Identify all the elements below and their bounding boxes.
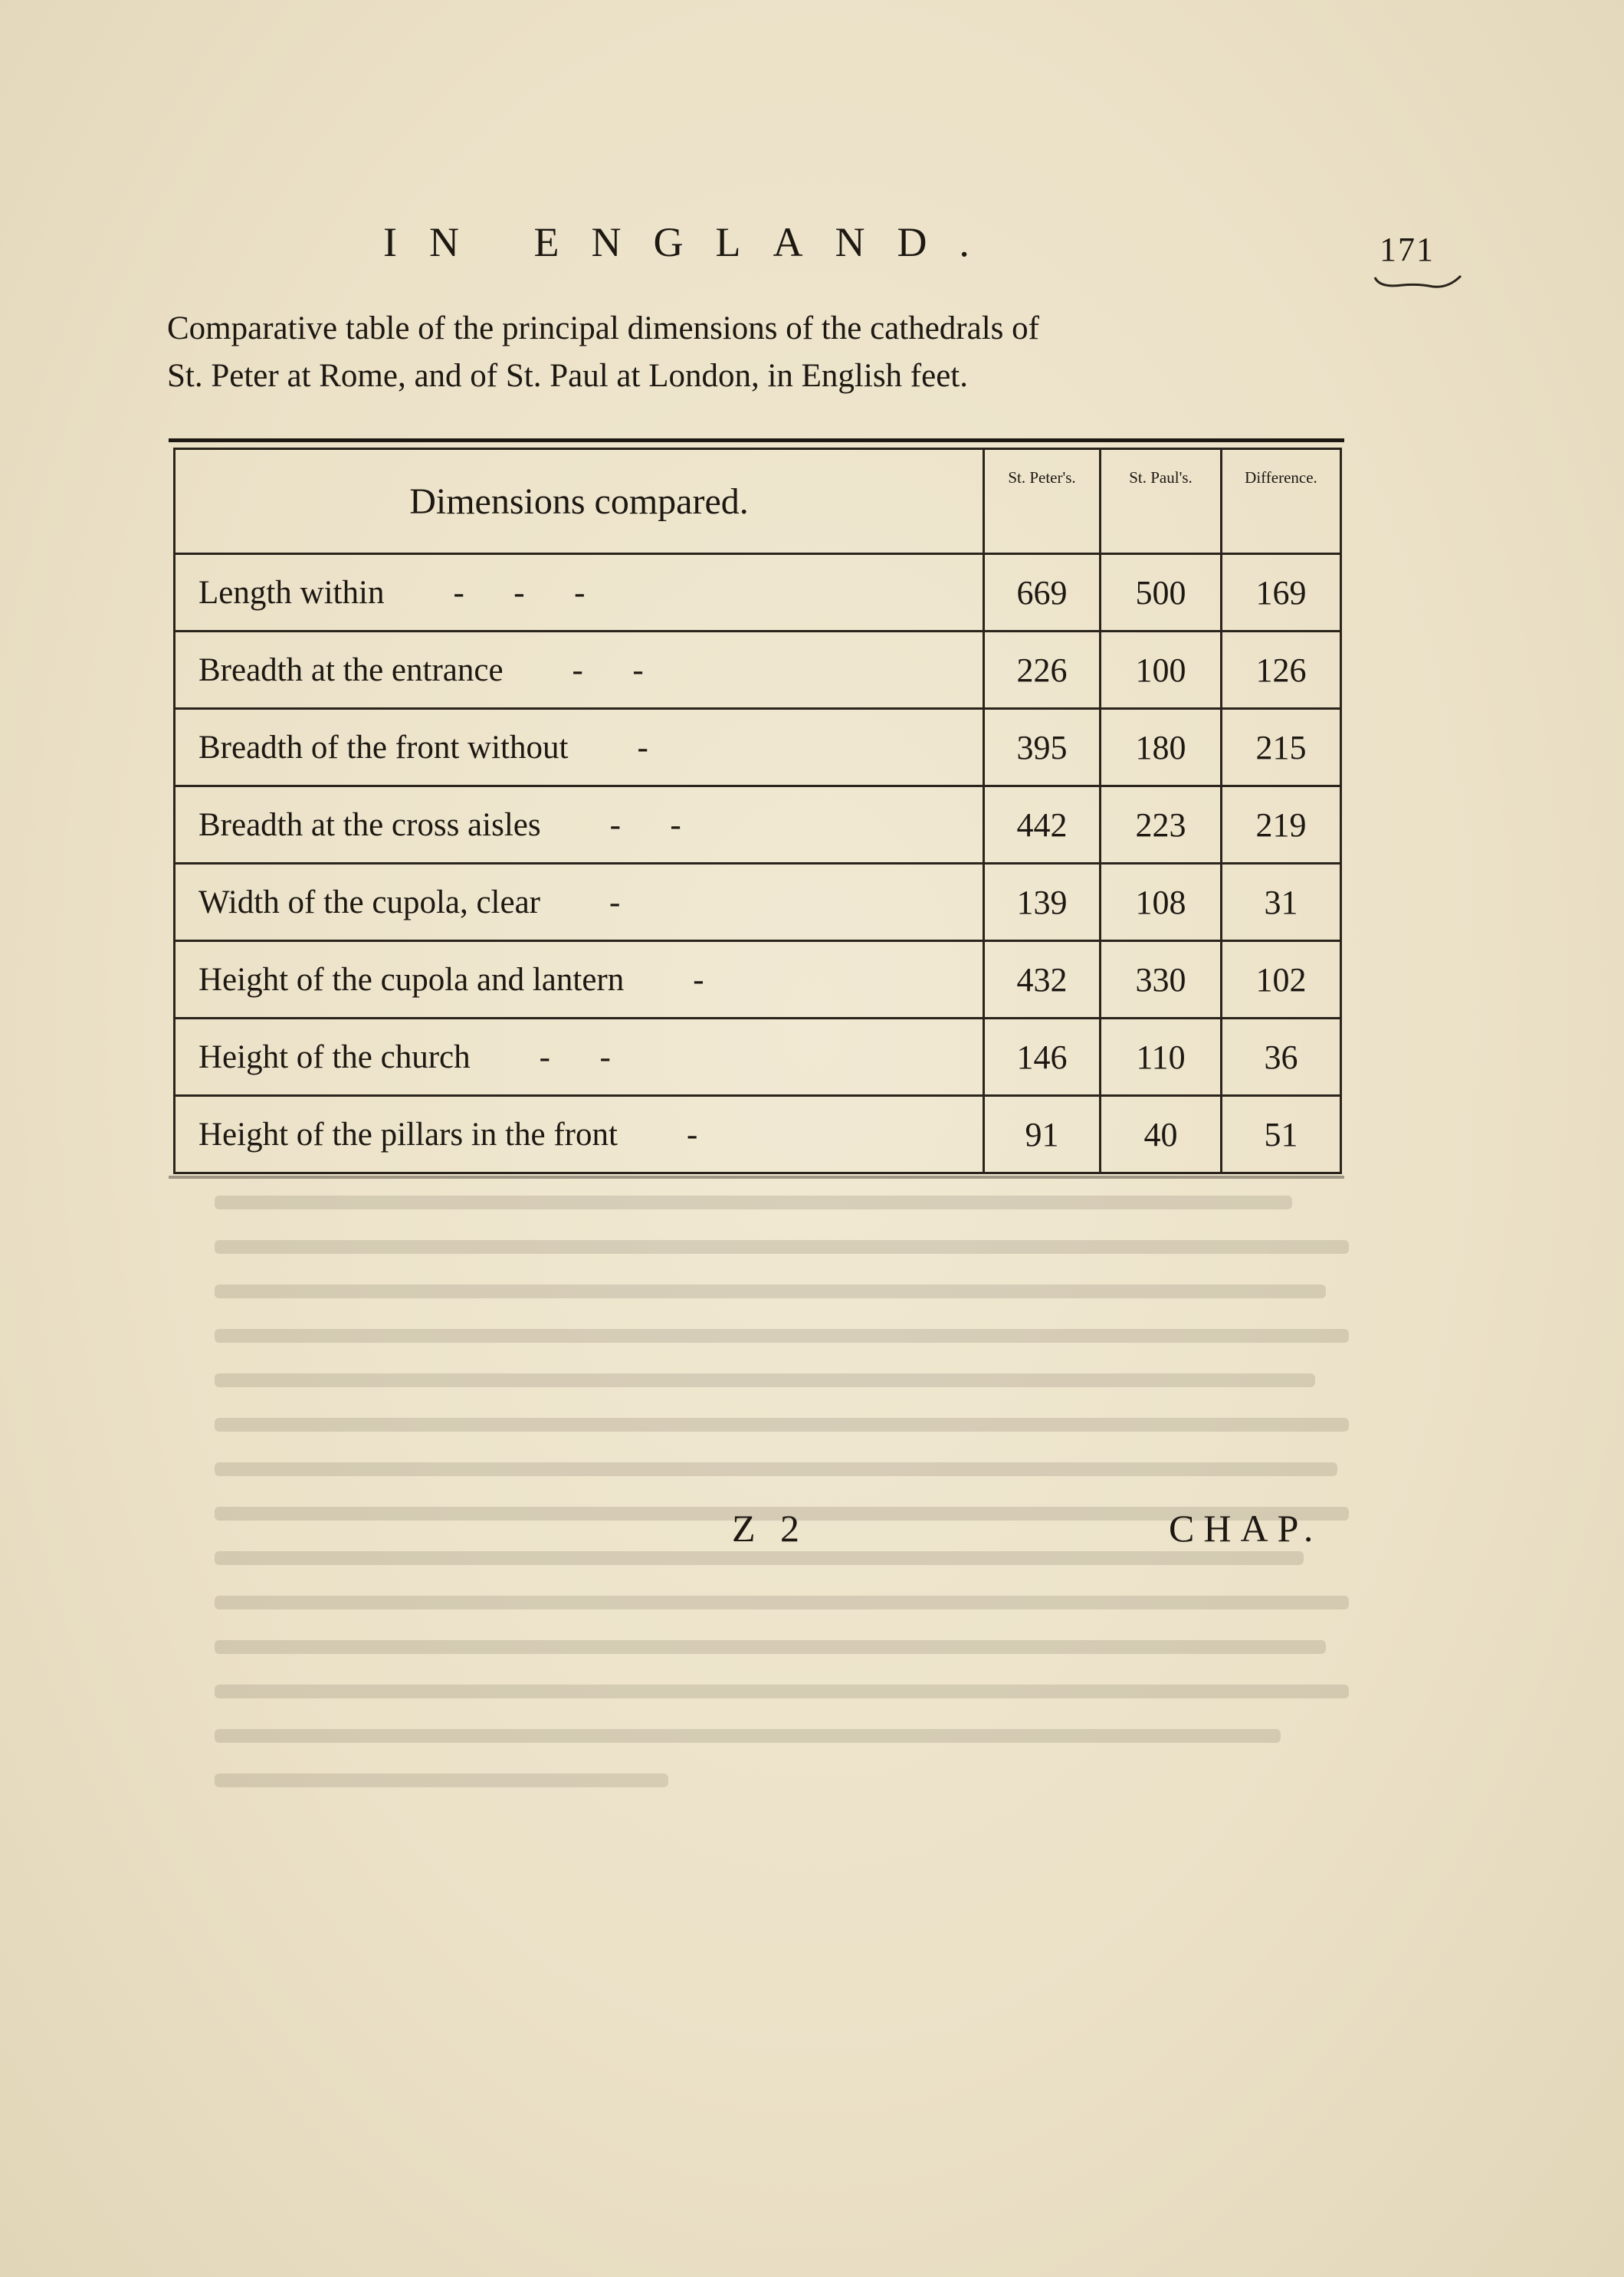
st-peters-value: 669 [984, 554, 1101, 632]
row-leader-dashes: - [637, 729, 648, 766]
st-pauls-value: 330 [1101, 941, 1222, 1019]
header-st-peters: St. Peter's. [984, 449, 1101, 554]
st-pauls-value: 108 [1101, 864, 1222, 941]
row-label-cell [175, 632, 984, 709]
row-label: Breadth of the front without [198, 729, 569, 766]
difference-value: 219 [1222, 786, 1341, 864]
difference-value: 215 [1222, 709, 1341, 786]
row-label-cell [175, 786, 984, 864]
table-top-rule [169, 438, 1344, 442]
st-pauls-value: 100 [1101, 632, 1222, 709]
row-label-cell [175, 1019, 984, 1096]
st-pauls-value: 180 [1101, 709, 1222, 786]
row-label: Breadth at the cross aisles [198, 806, 541, 843]
row-leader-dashes: - - [539, 1038, 611, 1075]
header-difference: Difference. [1222, 449, 1341, 554]
difference-value: 36 [1222, 1019, 1341, 1096]
difference-value: 51 [1222, 1096, 1341, 1173]
row-leader-dashes: - [609, 884, 621, 920]
st-peters-value: 91 [984, 1096, 1101, 1173]
table-row [175, 941, 1341, 1019]
difference-value: 31 [1222, 864, 1341, 941]
row-leader-dashes: - - [572, 651, 644, 688]
row-leader-dashes: - [686, 1116, 698, 1153]
row-leader-dashes: - - - [453, 574, 586, 611]
running-head: IN ENGLAND. [383, 219, 1002, 265]
page-number-flourish-icon [1372, 273, 1464, 291]
row-label: Length within [198, 574, 385, 611]
st-peters-value: 395 [984, 709, 1101, 786]
caption-line-1: Comparative table of the principal dimensions of the cathedrals of [167, 310, 1039, 346]
row-label: Height of the pillars in the front [198, 1116, 618, 1153]
table-bottom-rule [169, 1176, 1344, 1179]
st-peters-value: 146 [984, 1019, 1101, 1096]
table-row [175, 1096, 1341, 1173]
st-pauls-value: 40 [1101, 1096, 1222, 1173]
difference-value: 126 [1222, 632, 1341, 709]
st-pauls-value: 500 [1101, 554, 1222, 632]
st-peters-value: 442 [984, 786, 1101, 864]
st-peters-value: 226 [984, 632, 1101, 709]
row-label-cell [175, 554, 984, 632]
table-row [175, 632, 1341, 709]
st-peters-value: 139 [984, 864, 1101, 941]
dimensions-table-wrapper [169, 438, 1344, 1178]
signature-mark: Z 2 [732, 1507, 808, 1550]
caption-line-2: St. Peter at Rome, and of St. Paul at London, in English feet. [167, 358, 968, 394]
st-pauls-value: 223 [1101, 786, 1222, 864]
table-row [175, 709, 1341, 786]
row-label-cell [175, 941, 984, 1019]
table-row [175, 554, 1341, 632]
row-leader-dashes: - - [609, 806, 681, 843]
header-st-pauls: St. Paul's. [1101, 449, 1222, 554]
table-row [175, 786, 1341, 864]
table-row [175, 864, 1341, 941]
row-label-cell [175, 864, 984, 941]
page-number: 171 [1380, 231, 1435, 268]
difference-value: 102 [1222, 941, 1341, 1019]
dimensions-table [173, 448, 1342, 1174]
row-label-cell [175, 709, 984, 786]
row-label: Height of the cupola and lantern [198, 961, 625, 998]
st-peters-value: 432 [984, 941, 1101, 1019]
table-header-row [175, 449, 1341, 554]
header-dimensions: Dimensions compared. [175, 449, 984, 554]
row-leader-dashes: - [693, 961, 704, 998]
catchword: CHAP. [1169, 1507, 1323, 1550]
row-label: Height of the church [198, 1038, 471, 1075]
row-label: Width of the cupola, clear [198, 884, 540, 920]
st-pauls-value: 110 [1101, 1019, 1222, 1096]
table-row [175, 1019, 1341, 1096]
row-label-cell [175, 1096, 984, 1173]
table-caption [167, 305, 1363, 400]
difference-value: 169 [1222, 554, 1341, 632]
row-label: Breadth at the entrance [198, 651, 504, 688]
